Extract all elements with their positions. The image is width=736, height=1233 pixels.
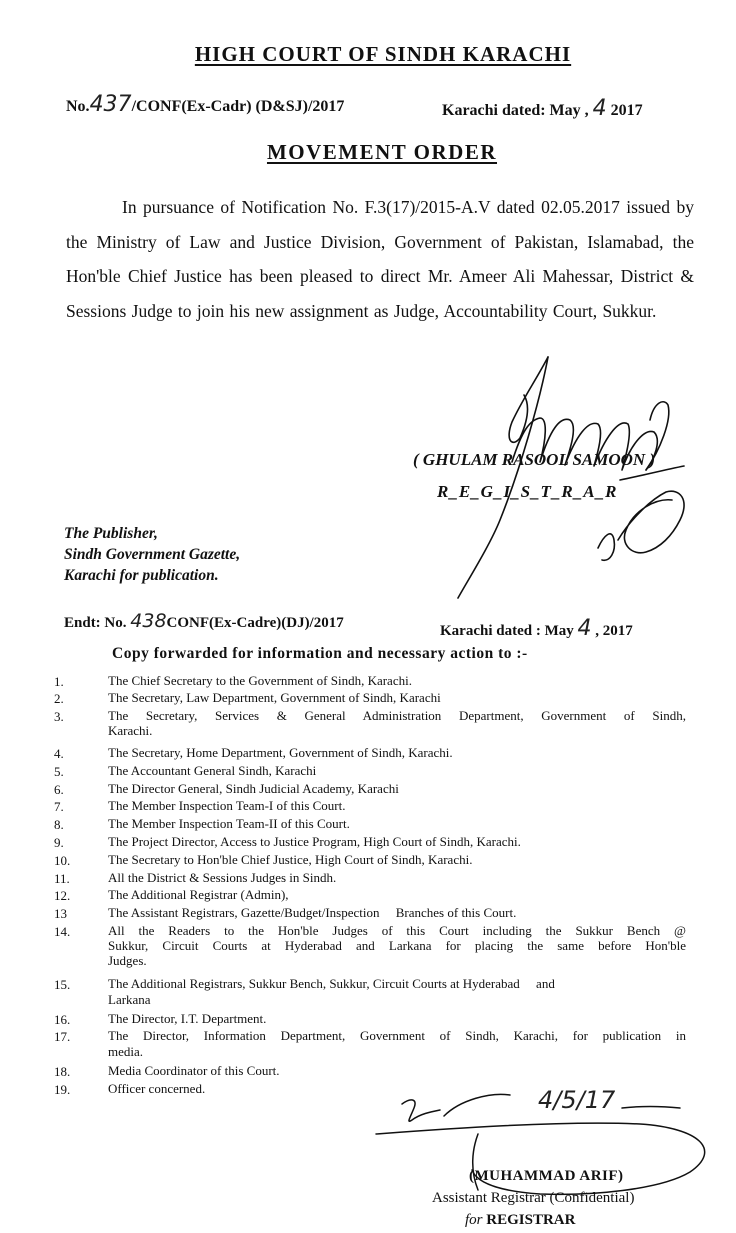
publisher-line-3: Karachi for publication. bbox=[64, 567, 219, 584]
list-item-number: 2. bbox=[54, 691, 64, 706]
list-item-number: 3. bbox=[54, 709, 64, 724]
list-item: The Additional Registrar (Admin), bbox=[108, 887, 289, 902]
list-item-number: 16. bbox=[54, 1012, 71, 1027]
list-item-number: 19. bbox=[54, 1082, 71, 1097]
list-item-continuation: media. bbox=[108, 1044, 144, 1059]
endorsement-date-day-handwritten: 4 bbox=[577, 616, 592, 641]
endorsement-number-handwritten: 438 bbox=[130, 610, 167, 632]
endorsement-number-suffix: CONF(Ex-Cadre)(DJ)/2017 bbox=[166, 615, 344, 631]
list-item-number: 5. bbox=[54, 764, 64, 779]
list-item: The Director General, Sindh Judicial Academy, Karachi bbox=[108, 781, 399, 796]
list-item: All the District & Sessions Judges in Sindh. bbox=[108, 870, 337, 885]
signature-date-handwritten: 4/5/17 bbox=[538, 1086, 616, 1114]
endorsement-number-prefix: Endt: No. bbox=[64, 615, 127, 631]
list-item-number: 15. bbox=[54, 977, 71, 992]
list-item-number: 18. bbox=[54, 1064, 71, 1079]
list-item-number: 17. bbox=[54, 1029, 71, 1044]
list-item-number: 9. bbox=[54, 835, 64, 850]
order-number-suffix: /CONF(Ex-Cadr) (D&SJ)/2017 bbox=[131, 98, 345, 115]
assistant-registrar-title: Assistant Registrar (Confidential) bbox=[432, 1190, 635, 1206]
list-item: The Member Inspection Team-I of this Court. bbox=[108, 798, 346, 813]
list-item: Media Coordinator of this Court. bbox=[108, 1063, 280, 1078]
list-item-continuation: Judges. bbox=[108, 953, 147, 968]
list-item-number: 12. bbox=[54, 888, 71, 903]
list-item-number: 8. bbox=[54, 817, 64, 832]
order-title: MOVEMENT ORDER bbox=[266, 140, 498, 164]
list-item-number: 4. bbox=[54, 746, 64, 761]
list-item-number: 10. bbox=[54, 853, 71, 868]
list-item: The Accountant General Sindh, Karachi bbox=[108, 763, 317, 778]
list-item: The Additional Registrars, Sukkur Bench, Sukkur, Circuit Courts at Hyderabad and bbox=[108, 976, 555, 991]
order-body-paragraph: In pursuance of Notification No. F.3(17)/2015-A.V dated 02.05.2017 issued by the Ministry of Law and Justice Division, Government of Pakistan, Islamabad, the Hon'ble Chief Justice has been pleased to direct Mr. Ameer Ali Mahessar, District & Sessions Judge to join his new assignment as Judge, Accountability Court, Sukkur. bbox=[66, 197, 694, 321]
list-item: The Secretary, Services & General Administration Department, Government of Sindh, bbox=[108, 708, 686, 723]
list-item-continuation: Karachi. bbox=[108, 723, 153, 738]
registrar-title: R_E_G_I_S_T_R_A_R bbox=[437, 482, 618, 501]
order-date-year: 2017 bbox=[610, 102, 643, 119]
for-registrar-line bbox=[465, 1212, 575, 1229]
order-date-prefix: Karachi dated: May , bbox=[442, 102, 589, 119]
endorsement-date-year: , 2017 bbox=[595, 623, 633, 639]
list-item-continuation: Sukkur, Circuit Courts at Hyderabad and Larkana for placing the same before Hon'ble bbox=[108, 938, 686, 953]
list-item-continuation: Larkana bbox=[108, 992, 151, 1007]
list-item-number: 11. bbox=[54, 871, 70, 886]
for-registrar-title: REGISTRAR bbox=[486, 1212, 576, 1228]
publisher-line-2: Sindh Government Gazette, bbox=[64, 546, 241, 563]
order-date-day-handwritten: 4 bbox=[592, 96, 607, 121]
assistant-registrar-name: (MUHAMMAD ARIF) bbox=[469, 1168, 624, 1184]
order-number-prefix: No. bbox=[66, 98, 90, 115]
court-title: HIGH COURT OF SINDH KARACHI bbox=[194, 42, 572, 66]
list-item: Officer concerned. bbox=[108, 1081, 206, 1096]
list-item: The Director, Information Department, Government of Sindh, Karachi, for publication in bbox=[108, 1028, 686, 1043]
list-item: The Director, I.T. Department. bbox=[108, 1011, 267, 1026]
list-item: The Assistant Registrars, Gazette/Budget/Inspection Branches of this Court. bbox=[108, 905, 517, 920]
list-item: The Member Inspection Team-II of this Court. bbox=[108, 816, 350, 831]
list-item: The Secretary, Home Department, Government of Sindh, Karachi. bbox=[108, 745, 453, 760]
list-item-number: 7. bbox=[54, 799, 64, 814]
list-item: The Project Director, Access to Justice Program, High Court of Sindh, Karachi. bbox=[108, 834, 521, 849]
for-word: for bbox=[465, 1212, 483, 1228]
list-item-number: 14. bbox=[54, 924, 71, 939]
registrar-name: ( GHULAM RASOOL SAMOON ) bbox=[413, 450, 656, 469]
list-item: The Secretary, Law Department, Government of Sindh, Karachi bbox=[108, 690, 441, 705]
list-item: The Secretary to Hon'ble Chief Justice, High Court of Sindh, Karachi. bbox=[108, 852, 473, 867]
list-item: All the Readers to the Hon'ble Judges of this Court including the Sukkur Bench @ bbox=[108, 923, 686, 938]
list-item-number: 1. bbox=[54, 674, 64, 689]
order-number-handwritten: 437 bbox=[89, 92, 132, 117]
publisher-line-1: The Publisher, bbox=[64, 525, 158, 542]
copy-forwarded-heading: Copy forwarded for information and necessary action to :- bbox=[112, 645, 528, 662]
list-item-number: 13 bbox=[54, 906, 67, 921]
endorsement-date-prefix: Karachi dated : May bbox=[440, 623, 574, 639]
list-item: The Chief Secretary to the Government of Sindh, Karachi. bbox=[108, 673, 412, 688]
list-item-number: 6. bbox=[54, 782, 64, 797]
